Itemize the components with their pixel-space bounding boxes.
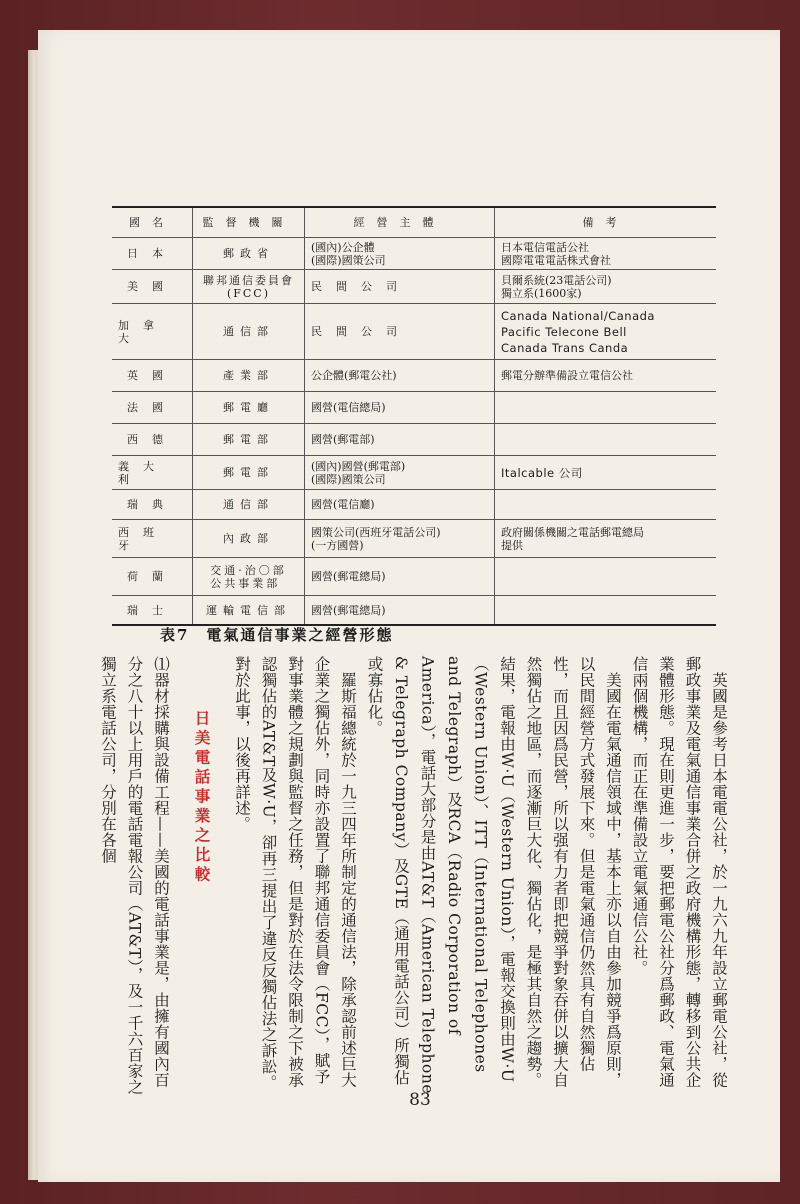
table-row bbox=[112, 238, 716, 270]
paragraph: 羅斯福總統於一九三四年所制定的通信法，除承認前述巨大企業之獨佔外，同時亦設置了聯邦通信委員會（FCC），賦予對事業體之規劃與監督之任務，但是對於在法令限制之下被承認獨佔的AT&T及W·U，卻再三提出了違反反獨佔法之訴訟。對於此事，以後再詳述。 bbox=[233, 656, 357, 1091]
country-cell: 西班牙 bbox=[118, 525, 168, 552]
remarks-cell: 日本電信電話公社 國際電電電話株式會社 bbox=[494, 238, 716, 269]
header-supervisor: 監督機關 bbox=[192, 208, 304, 237]
header-operator: 經營主體 bbox=[304, 208, 494, 237]
country-cell: 加拿大 bbox=[118, 318, 168, 345]
operator-cell: 國營(郵電部) bbox=[304, 424, 494, 455]
paragraph: 美國在電氣通信領域中，基本上亦以自由參加競爭爲原則，以民間經營方式發展下來。但是電氣通信仍然具有自然獨佔性，而且因爲民營，所以强有力者即把競爭對象吞併以擴大自然獨佔之地區，而逐漸巨大化、獨佔化，是極其自然之趨勢。結果，電報由W·U（Western Union），電報交換則由W·U（Western Union）、ITT（International Telephones and Telegraph）及RCA（Radio Corporation of America），電話大部分是由AT&T（American Telephone & Telegraph Company）及GTE（通用電話公司）所獨佔或寡佔化。 bbox=[365, 656, 622, 1095]
table-row bbox=[112, 596, 716, 624]
supervisor-cell: 產業部 bbox=[192, 360, 304, 391]
remarks-cell bbox=[494, 424, 716, 455]
country-cell: 瑞典 bbox=[127, 498, 177, 511]
table-caption: 表7 電氣通信事業之經營形態 bbox=[160, 626, 394, 644]
page-number: 83 bbox=[409, 1090, 431, 1110]
operator-cell: 國營(電信總局) bbox=[304, 392, 494, 423]
remarks-cell: 貝爾系統(23電話公司) 獨立系(1600家) bbox=[494, 270, 716, 303]
operator-cell: 國策公司(西班牙電話公司) (一方國營) bbox=[304, 520, 494, 557]
remarks-cell: 郵電分辦準備設立電信公社 bbox=[494, 360, 716, 391]
operator-cell: 國營(郵電總局) bbox=[304, 558, 494, 595]
country-cell: 日本 bbox=[127, 247, 177, 260]
supervisor-cell: 通信部 bbox=[192, 304, 304, 359]
body-text bbox=[99, 656, 732, 1096]
table-row bbox=[112, 456, 716, 490]
supervisor-cell: 交通·治〇部 公共事業部 bbox=[192, 558, 304, 595]
table-header-row bbox=[112, 208, 716, 238]
supervisor-cell: 內政部 bbox=[192, 520, 304, 557]
operator-cell: 公企體(郵電公社) bbox=[304, 360, 494, 391]
table-row bbox=[112, 490, 716, 520]
country-cell: 法國 bbox=[127, 401, 177, 414]
country-cell: 西德 bbox=[127, 433, 177, 446]
operator-cell: 民間公司 bbox=[304, 304, 494, 359]
table-row bbox=[112, 520, 716, 558]
remarks-cell bbox=[494, 392, 716, 423]
supervisor-cell: 郵電部 bbox=[192, 424, 304, 455]
country-cell: 荷蘭 bbox=[127, 570, 177, 583]
section-heading: 日美電話事業之比較 bbox=[192, 710, 212, 886]
supervisor-cell: 運輸電信部 bbox=[192, 596, 304, 624]
supervisor-cell: 聯邦通信委員會 (FCC) bbox=[192, 270, 304, 303]
supervisor-cell: 郵政省 bbox=[192, 238, 304, 269]
remarks-cell bbox=[494, 596, 716, 624]
remarks-cell: Canada National/Canada Pacific Telecone Bell Canada Trans Canda bbox=[494, 304, 716, 359]
supervisor-cell: 郵電部 bbox=[192, 456, 304, 489]
operator-cell: (國內)公企體 (國際)國策公司 bbox=[304, 238, 494, 269]
list-item: ⑴器材採購與設備工程——美國的電話事業是，由擁有國內百分之八十以上用戶的電話電報公司（AT&T），及一千六百家之獨立系電話公司，分別在各個 bbox=[99, 656, 170, 1096]
table-row bbox=[112, 360, 716, 392]
supervisor-cell: 郵電廳 bbox=[192, 392, 304, 423]
table-row bbox=[112, 304, 716, 360]
table-row bbox=[112, 392, 716, 424]
comparison-table bbox=[112, 206, 716, 626]
operator-cell: 國營(電信廳) bbox=[304, 490, 494, 519]
operator-cell: 國營(郵電總局) bbox=[304, 596, 494, 624]
country-cell: 瑞士 bbox=[127, 603, 177, 617]
country-cell: 英國 bbox=[127, 369, 177, 382]
header-country: 國名 bbox=[129, 216, 175, 229]
supervisor-cell: 通信部 bbox=[192, 490, 304, 519]
remarks-cell bbox=[494, 558, 716, 595]
table-row bbox=[112, 558, 716, 596]
country-cell: 義大利 bbox=[118, 459, 168, 486]
header-remarks: 備考 bbox=[494, 208, 716, 237]
table-row bbox=[112, 270, 716, 304]
remarks-cell: Italcable 公司 bbox=[494, 456, 716, 489]
country-cell: 美國 bbox=[127, 280, 177, 293]
operator-cell: 民間公司 bbox=[304, 270, 494, 303]
remarks-cell bbox=[494, 490, 716, 519]
remarks-cell: 政府關係機關之電話郵電總局 提供 bbox=[494, 520, 716, 557]
paragraph: 英國是參考日本電電公社，於一九六九年設立郵電公社，從郵政事業及電氣通信事業合併之政府機構形態，轉移到公共企業體形態。現在則更進一步，要把郵電公社分爲郵政、電氣通信兩個機構，而正在準備設立電氣通信公社。 bbox=[630, 656, 728, 1088]
operator-cell: (國內)國營(郵電部) (國際)國策公司 bbox=[304, 456, 494, 489]
table-row bbox=[112, 424, 716, 456]
